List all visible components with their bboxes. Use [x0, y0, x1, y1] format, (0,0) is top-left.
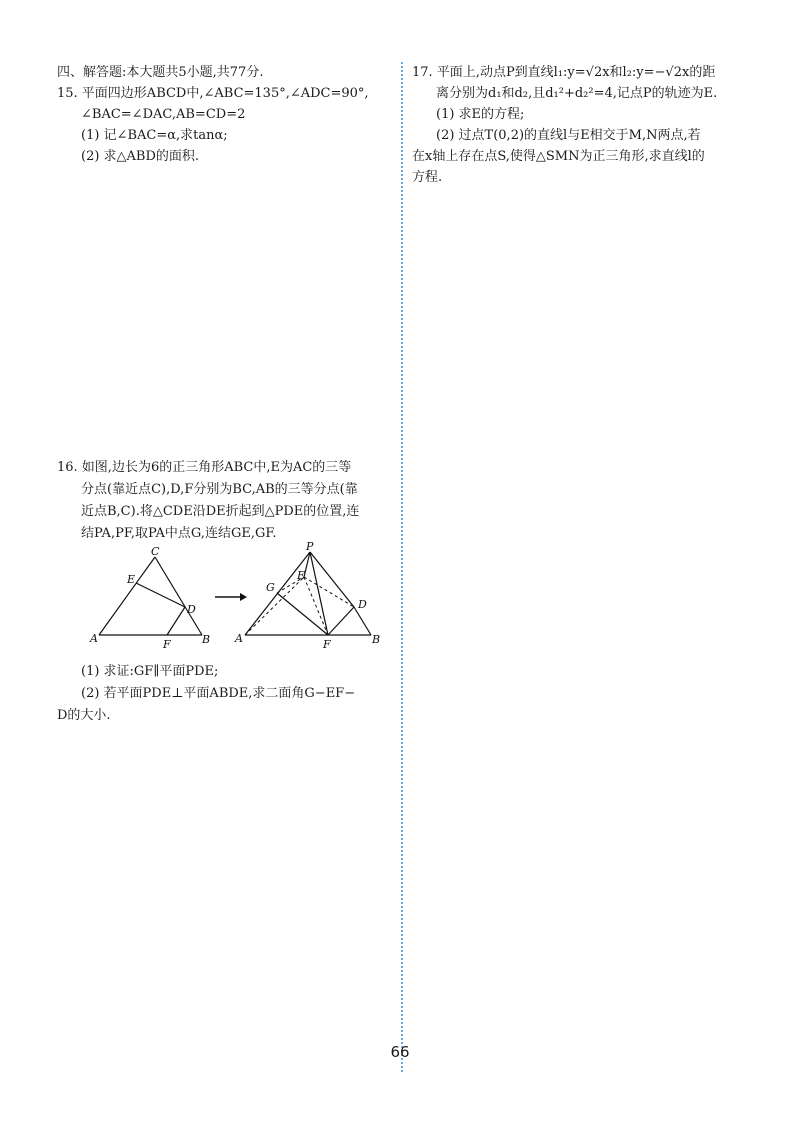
q15-line1: [57, 83, 392, 104]
q16-part2-line2: D的大小.: [57, 708, 111, 723]
label-right-D: D: [358, 598, 367, 611]
section-header: 四、解答题:本大题共5小题,共77分.: [57, 65, 264, 80]
q16-line4: 结PA,PF,取PA中点G,连结GE,GF.: [81, 526, 277, 541]
label-right-P: P: [306, 540, 314, 553]
left-column: [57, 62, 392, 167]
q15-part2: (2) 求△ABD的面积.: [81, 149, 200, 164]
question-16: [57, 457, 392, 727]
q16-part1: (1) 求证:GF∥平面PDE;: [81, 664, 219, 679]
label-right-F: F: [323, 638, 331, 651]
label-right-B: B: [372, 633, 381, 646]
figure-arrow: [215, 593, 247, 601]
column-divider: [401, 62, 403, 1072]
label-left-D: D: [187, 603, 196, 616]
q15-line2: ∠BAC=∠DAC,AB=CD=2: [81, 107, 246, 122]
q16-line2: 分点(靠近点C),D,F分别为BC,AB的三等分点(靠: [81, 482, 358, 497]
q16-figure: [57, 540, 392, 657]
label-right-E: E: [297, 569, 306, 582]
label-left-E: E: [127, 573, 136, 586]
label-right-A: A: [235, 632, 243, 645]
q16-line1: 16. 如图,边长为6的正三角形ABC中,E为AC的三等: [57, 460, 352, 475]
page-number: 66: [390, 1043, 410, 1061]
q17-part2-line2: 在x轴上存在点S,使得△SMN为正三角形,求直线l的: [412, 149, 705, 164]
q15-line1-text: 15. 平面四边形ABCD中,∠ABC=135°,∠ADC=90°,: [57, 86, 369, 101]
right-column: [412, 62, 752, 188]
figure-left-triangle: [99, 557, 202, 635]
label-left-C: C: [151, 545, 160, 558]
label-left-F: F: [163, 638, 171, 651]
q17-part2-line3: 方程.: [412, 170, 443, 185]
figure-right-solid: [245, 552, 371, 635]
q16-part2-line1: (2) 若平面PDE⊥平面ABDE,求二面角G−EF−: [81, 686, 356, 701]
label-left-B: B: [202, 633, 211, 646]
q16-figure-svg: [57, 540, 392, 657]
q15-part1: (1) 记∠BAC=α,求tanα;: [81, 128, 228, 143]
label-right-G: G: [266, 581, 275, 594]
label-left-A: A: [90, 632, 98, 645]
q16-line3: 近点B,C).将△CDE沿DE折起到△PDE的位置,连: [81, 504, 360, 519]
q17-line1: 17. 平面上,动点P到直线l₁:y=√2x和l₂:y=−√2x的距: [412, 65, 716, 80]
q17-line2: 离分别为d₁和d₂,且d₁²+d₂²=4,记点P的轨迹为E.: [436, 86, 718, 101]
q17-part1: (1) 求E的方程;: [436, 107, 525, 122]
q17-part2-line1: (2) 过点T(0,2)的直线l与E相交于M,N两点,若: [436, 128, 701, 143]
